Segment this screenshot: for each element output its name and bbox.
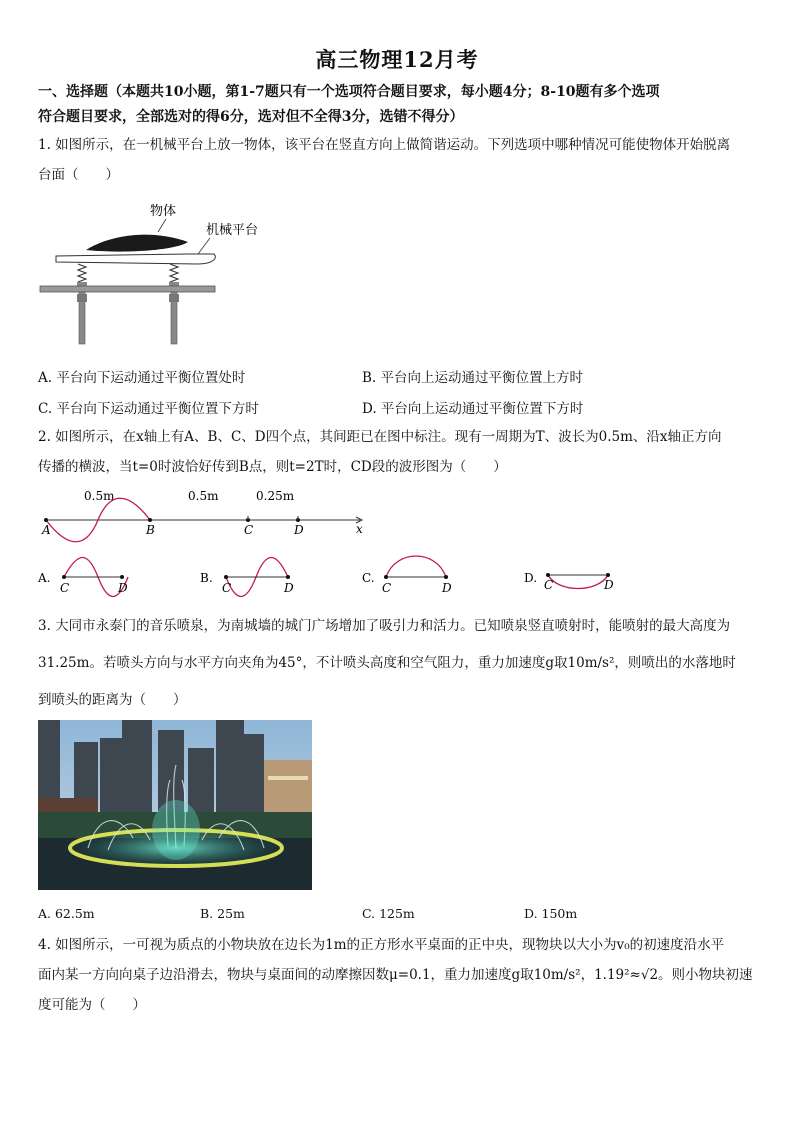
q2-option-b[interactable] — [200, 553, 310, 599]
platform-plate — [56, 254, 215, 264]
question-3-line3: 到喷头的距离为（ ） — [38, 692, 187, 708]
platform-leader-line — [198, 238, 210, 254]
q1-option-c[interactable]: C. 平台向下运动通过平衡位置下方时 — [38, 401, 259, 417]
q2-option-c-wave — [386, 556, 446, 577]
platform-figure — [38, 198, 278, 348]
x-axis-label: x — [356, 522, 363, 536]
point-a-label: A — [42, 523, 51, 537]
q2-option-c[interactable] — [362, 553, 472, 599]
question-3-line2: 31.25m。若喷头方向与水平方向夹角为45°，不计喷头高度和空气阻力，重力加速度g取10m/s²，则喷出的水落地时 — [38, 655, 736, 671]
question-1-line1: 1. 如图所示，在一机械平台上放一物体，该平台在竖直方向上做简谐运动。下列选项中哪种情况可能使物体开始脱离 — [38, 137, 731, 153]
q2-option-a[interactable] — [38, 553, 148, 599]
q1-option-d[interactable]: D. 平台向上运动通过平衡位置下方时 — [362, 401, 584, 417]
dist-ab-label: 0.5m — [84, 489, 115, 503]
q2-option-c-point-d — [444, 575, 448, 579]
question-2-stem — [38, 422, 758, 482]
q2-option-a-point-c — [62, 575, 66, 579]
object-label: 物体 — [150, 204, 177, 219]
question-2-line2: 传播的横波，当t=0时波恰好传到B点，则t=2T时，CD段的波形图为（ ） — [38, 459, 507, 475]
point-d-label: D — [294, 523, 304, 537]
q2-option-b-c-label: C — [222, 581, 232, 595]
platform-label: 机械平台 — [206, 223, 259, 238]
q2-option-b-point-c — [224, 575, 228, 579]
object-shape — [86, 235, 188, 252]
fountain-photo — [38, 720, 312, 890]
base-board — [40, 286, 215, 292]
q2-option-d-label: D. — [524, 571, 538, 585]
q2-option-d-wave — [548, 575, 608, 589]
section-heading-line2: 符合题目要求，全部选对的得6分，选对但不全得3分，选错不得分） — [38, 109, 464, 125]
q2-option-a-d-label: D — [118, 581, 128, 595]
point-a — [44, 518, 48, 522]
question-3-line1: 3. 大同市永泰门的音乐喷泉，为南城墙的城门广场增加了吸引力和活力。已知喷泉竖直喷射时，能喷射的最大高度为 — [38, 618, 731, 634]
spring-left — [78, 264, 86, 282]
q1-option-a[interactable]: A. 平台向下运动通过平衡位置处时 — [38, 370, 246, 386]
question-4-line1: 4. 如图所示，一可视为质点的小物块放在边长为1m的正方形水平桌面的正中央，现物块以大小为v₀的初速度沿水平 — [38, 937, 725, 953]
q2-option-d-point-d — [606, 573, 610, 577]
point-c-label: C — [244, 523, 254, 537]
q2-option-d-point-c — [546, 573, 550, 577]
q3-option-c[interactable]: C. 125m — [362, 906, 415, 921]
q2-option-c-label: C. — [362, 571, 375, 585]
q2-option-b-point-d — [286, 575, 290, 579]
question-4-line3: 度可能为（ ） — [38, 997, 146, 1013]
q2-option-b-d-label: D — [284, 581, 294, 595]
q1-option-b[interactable]: B. 平台向上运动通过平衡位置上方时 — [362, 370, 584, 386]
dist-cd-label: 0.25m — [256, 489, 295, 503]
question-4-line2: 面内某一方向向桌子边沿滑去，物块与桌面间的动摩擦因数μ=0.1，重力加速度g取10m/s²，1.19²≈√2。则小物块初速 — [38, 967, 753, 983]
question-2-line1: 2. 如图所示，在x轴上有A、B、C、D四个点，其间距已在图中标注。现有一周期为T、波长为0.5m、沿x轴正方向 — [38, 429, 722, 445]
clamp-left — [77, 294, 87, 302]
q2-option-c-c-label: C — [382, 581, 392, 595]
q2-option-d[interactable] — [524, 553, 634, 599]
q2-option-d-c-label: C — [544, 578, 554, 592]
q2-option-a-point-d — [120, 575, 124, 579]
q2-option-c-d-label: D — [442, 581, 452, 595]
question-4-stem — [38, 930, 758, 1020]
question-3-stem — [38, 608, 758, 719]
wave-axis-figure — [38, 486, 378, 546]
section-heading — [38, 80, 758, 130]
q2-option-a-c-label: C — [60, 581, 70, 595]
q3-option-a[interactable]: A. 62.5m — [38, 906, 95, 921]
q2-option-d-d-label: D — [604, 578, 614, 592]
section-heading-line1: 一、选择题（本题共10小题，第1-7题只有一个选项符合题目要求，每小题4分；8-10题有多个选项 — [38, 84, 660, 100]
object-leader-line — [158, 219, 166, 232]
q3-option-d[interactable]: D. 150m — [524, 906, 578, 921]
page-title: 高三物理12月考 — [315, 47, 479, 72]
point-b — [148, 518, 152, 522]
question-1-line2: 台面（ ） — [38, 167, 119, 183]
point-b-label: B — [146, 523, 155, 537]
q3-option-b[interactable]: B. 25m — [200, 906, 245, 921]
q2-option-a-label: A. — [38, 571, 51, 585]
clamp-right — [169, 294, 179, 302]
spring-right — [170, 264, 178, 282]
q2-option-b-label: B. — [200, 571, 213, 585]
q2-option-c-point-c — [384, 575, 388, 579]
question-1-stem — [38, 130, 758, 190]
dist-bc-label: 0.5m — [188, 489, 219, 503]
